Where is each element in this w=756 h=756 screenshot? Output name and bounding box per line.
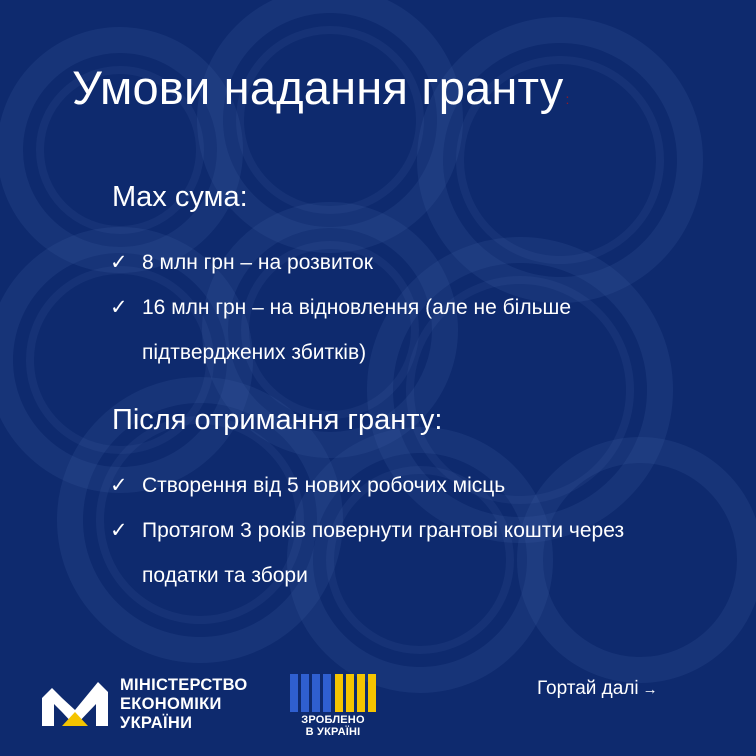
- slide-title-text: Умови надання гранту: [72, 61, 564, 114]
- max-amount-list: [110, 240, 710, 375]
- checkmark-icon: ✓: [110, 296, 128, 319]
- footer: [0, 660, 756, 756]
- list-item: [110, 508, 710, 598]
- list-item: [110, 463, 710, 508]
- list-item: [110, 285, 710, 375]
- list-item-text: Створення від 5 нових робочих місць: [142, 474, 506, 497]
- section-heading-after-grant: Після отримання гранту:: [112, 404, 443, 436]
- checkmark-icon: ✓: [110, 474, 128, 497]
- made-in-ukraine-line: В УКРАЇНІ: [305, 726, 361, 738]
- made-in-ukraine-line: ЗРОБЛЕНО: [301, 714, 365, 726]
- title-trailing-mark: :: [565, 91, 570, 107]
- ministry-logo-icon: [40, 678, 110, 730]
- list-item-text: Протягом 3 років повернути грантові кошти через податки та збори: [142, 519, 625, 587]
- made-in-ukraine-stripes-icon: [290, 674, 376, 712]
- arrow-right-icon: →: [642, 681, 658, 698]
- ministry-name: [120, 676, 248, 733]
- checkmark-icon: ✓: [110, 251, 128, 274]
- ministry-name-line: МІНІСТЕРСТВО: [120, 676, 248, 694]
- slide-title: [72, 60, 570, 115]
- section-heading-max-amount: Max сума:: [112, 181, 248, 213]
- list-item-text: 16 млн грн – на відновлення (але не більше підтверджених збитків): [142, 296, 572, 364]
- ministry-name-line: ЕКОНОМІКИ: [120, 695, 222, 713]
- made-in-ukraine-badge: [290, 674, 380, 744]
- next-slide-link[interactable]: [537, 678, 658, 700]
- ministry-name-line: УКРАЇНИ: [120, 714, 193, 732]
- list-item: [110, 240, 710, 285]
- list-item-text: 8 млн грн – на розвиток: [142, 251, 373, 274]
- after-grant-list: [110, 463, 710, 598]
- checkmark-icon: ✓: [110, 519, 128, 542]
- next-slide-label: Гортай далі: [537, 678, 639, 699]
- made-in-ukraine-text: [290, 714, 376, 738]
